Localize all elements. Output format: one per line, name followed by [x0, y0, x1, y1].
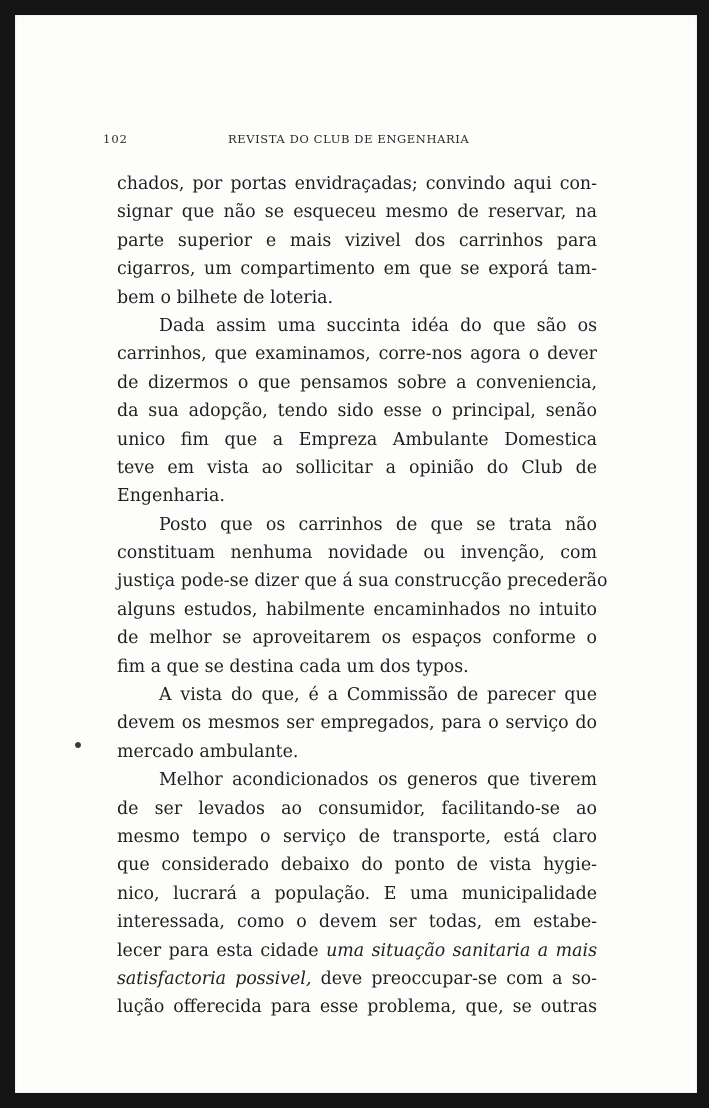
body-text: [117, 170, 608, 1022]
text-line: [117, 823, 597, 851]
text-segment: A vista do que, é a Commissão de parecer que: [159, 685, 597, 706]
text-segment: cigarros, um compartimento em que se exporá tam-: [117, 259, 597, 280]
text-segment: devem os mesmos ser empregados, para o serviço do: [117, 713, 597, 734]
text-segment: justiça pode-se dizer que á sua construcção precederão: [117, 571, 608, 592]
text-line: [117, 312, 597, 340]
text-line: [117, 795, 597, 823]
text-line: [117, 596, 597, 624]
text-line: [117, 454, 597, 482]
text-segment: Posto que os carrinhos de que se trata não: [159, 514, 597, 535]
running-title: REVISTA DO CLUB DE ENGENHARIA: [228, 132, 470, 146]
text-segment: mesmo tempo o serviço de transporte, está claro: [117, 826, 597, 847]
text-line: [117, 426, 597, 454]
italic-text: satisfactoria possivel,: [117, 968, 312, 989]
text-line: [117, 255, 597, 283]
text-line: [117, 567, 608, 595]
text-segment: de dizermos o que pensamos sobre a conveniencia,: [117, 372, 597, 393]
text-line: [117, 170, 597, 198]
text-line: [117, 937, 597, 965]
text-line: [117, 738, 597, 766]
margin-ink-mark: [75, 742, 81, 748]
text-line: [117, 766, 597, 794]
text-line: [117, 653, 597, 681]
text-segment: nico, lucrará a população. E uma municipalidade: [117, 883, 597, 904]
text-segment: chados, por portas envidraçadas; convindo aqui con-: [117, 174, 597, 194]
text-line: [117, 880, 597, 908]
text-line: [117, 624, 597, 652]
text-segment: signar que não se esqueceu mesmo de reservar, na: [117, 202, 597, 223]
text-segment: de melhor se aproveitarem os espaços conforme o: [117, 628, 597, 649]
text-segment: Engenharia.: [117, 486, 225, 507]
text-segment: bem o bilhete de loteria.: [117, 287, 334, 308]
text-line: [117, 482, 597, 510]
text-line: [117, 284, 597, 312]
text-line: [117, 198, 597, 226]
text-segment: interessada, como o devem ser todas, em estabe-: [117, 912, 597, 933]
text-line: [117, 511, 597, 539]
text-line: [117, 851, 597, 879]
text-segment: da sua adopção, tendo sido esse o principal, senão: [117, 401, 597, 422]
text-segment: mercado ambulante.: [117, 741, 299, 762]
text-segment: lecer para esta cidade: [117, 940, 327, 961]
text-line: [117, 709, 597, 737]
text-segment: lução offerecida para esse problema, que, se outras: [117, 997, 597, 1018]
text-segment: Dada assim uma succinta idéa do que são os: [159, 315, 597, 336]
text-segment: teve em vista ao sollicitar a opinião do Club de: [117, 457, 597, 478]
text-line: [117, 227, 597, 255]
text-segment: Melhor acondicionados os generos que tiverem: [159, 770, 597, 791]
text-segment: constituam nenhuma novidade ou invenção, com: [117, 543, 597, 564]
text-line: [117, 965, 597, 993]
running-head: [103, 130, 603, 150]
page-number: 102: [103, 132, 128, 146]
text-line: [117, 340, 597, 368]
text-line: [117, 369, 597, 397]
text-segment: parte superior e mais vizivel dos carrinhos para: [117, 230, 597, 251]
text-segment: unico fim que a Empreza Ambulante Domestica: [117, 429, 597, 450]
text-segment: carrinhos, que examinamos, corre-nos agora o dever: [117, 344, 597, 365]
text-segment: de ser levados ao consumidor, facilitando-se ao: [117, 798, 597, 819]
text-line: [117, 681, 597, 709]
text-line: [117, 539, 597, 567]
text-segment: deve preoccupar-se com a so-: [311, 968, 597, 989]
text-segment: que considerado debaixo do ponto de vista hygie-: [117, 855, 597, 876]
text-line: [117, 397, 597, 425]
text-segment: alguns estudos, habilmente encaminhados no intuito: [117, 599, 597, 620]
text-line: [117, 993, 597, 1021]
italic-text: uma situação sanitaria a mais: [326, 940, 597, 961]
text-segment: fim a que se destina cada um dos typos.: [117, 656, 469, 677]
text-line: [117, 908, 597, 936]
